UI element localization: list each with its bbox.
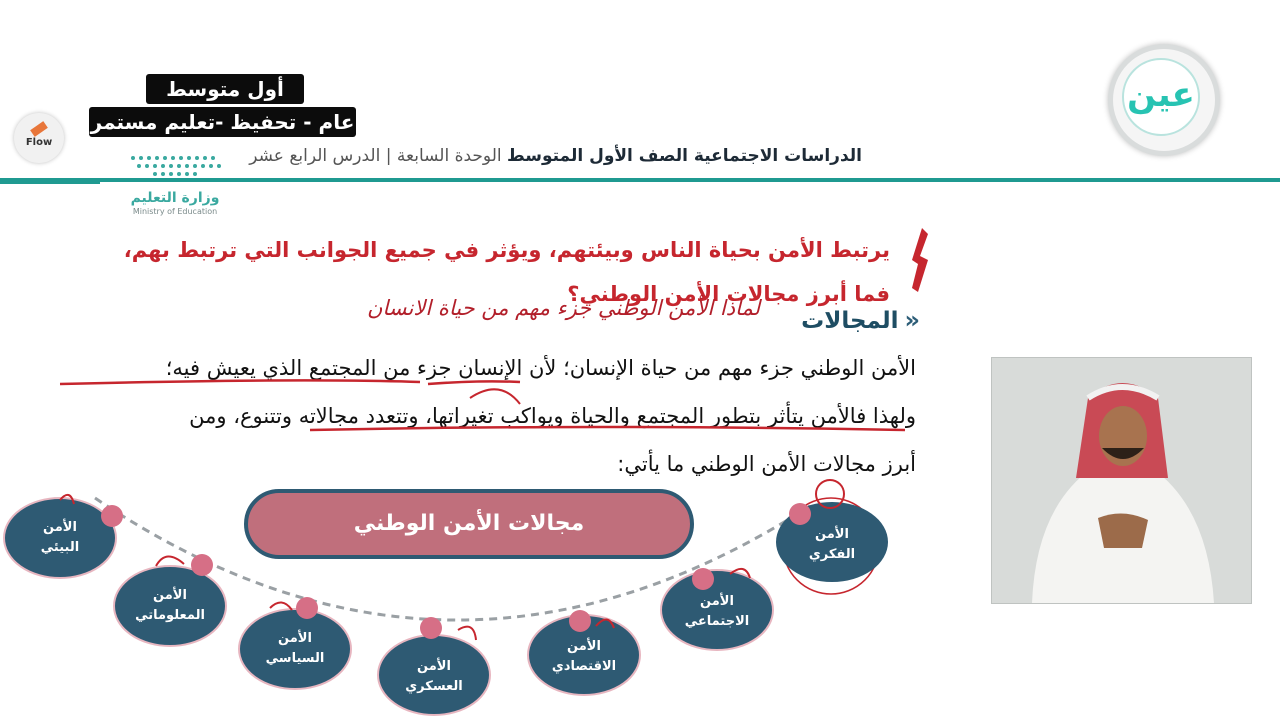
header-divider — [0, 178, 1280, 182]
section-heading-text: المجالات — [801, 308, 899, 334]
intro-line-1: يرتبط الأمن بحياة الناس وبيئتهم، ويؤثر في جميع الجوانب التي ترتبط بهم، — [123, 238, 890, 262]
header-separator: | — [385, 146, 392, 166]
node-label-line: الأمن — [815, 527, 849, 542]
node-label-line: البيئي — [40, 540, 80, 555]
node-label-line: الاجتماعي — [684, 614, 750, 629]
node-label-line: الأمن — [417, 659, 451, 674]
ministry-logo — [110, 152, 240, 224]
node-label-line: الأمن — [567, 639, 601, 654]
handwritten-underlines — [0, 344, 930, 444]
ain-logo-text: عين — [1122, 58, 1200, 136]
node-label-intellectual — [787, 525, 877, 565]
ain-logo — [1108, 44, 1220, 156]
presenter-figure — [992, 358, 1251, 603]
body-line-1: الأمن الوطني جزء مهم من حياة الإنسان؛ لأن الإنسان جزء من المجتمع الذي يعيش فيه؛ — [165, 356, 916, 380]
flow-button[interactable] — [14, 113, 64, 163]
domains-title-pill: مجالات الأمن الوطني — [244, 489, 694, 559]
ministry-arabic: وزارة التعليم — [130, 190, 220, 206]
intro-question: فما أبرز مجالات الأمن الوطني؟ — [567, 282, 890, 306]
lesson-header — [249, 146, 862, 172]
node-label-line: الأمن — [43, 520, 77, 535]
node-label-line: العسكري — [405, 679, 463, 694]
node-label-environmental — [15, 518, 105, 558]
body-line-2: ولهذا فالأمن يتأثر بتطور المجتمع والحياة ويواكب تغيراتها، وتتعدد مجالاته وتتنوع، ومن — [189, 404, 916, 428]
section-heading — [760, 306, 920, 340]
quote-mark-icon — [908, 226, 932, 296]
grade-label: أول متوسط — [146, 74, 304, 104]
node-label-informational — [125, 586, 215, 626]
unit-title: الوحدة السابعة — [396, 146, 502, 166]
presenter-video[interactable] — [991, 357, 1252, 604]
double-chevron-icon: « — [904, 306, 920, 334]
node-label-line: الاقتصادي — [551, 659, 617, 674]
ministry-english: Ministry of Education — [132, 207, 218, 216]
node-label-economic — [539, 637, 629, 677]
lesson-title: الدرس الرابع عشر — [249, 146, 381, 166]
track-label: عام - تحفيظ -تعليم مستمر — [89, 107, 356, 137]
ministry-dots-icon — [125, 152, 225, 180]
node-label-political — [250, 629, 340, 669]
node-label-line: الأمن — [700, 594, 734, 609]
course-title: الدراسات الاجتماعية الصف الأول المتوسط — [507, 146, 862, 166]
node-label-line: الفكري — [808, 547, 856, 562]
node-label-line: المعلوماتي — [135, 608, 205, 623]
node-label-social — [672, 592, 762, 632]
flow-label: Flow — [25, 137, 53, 148]
node-label-line: الأمن — [153, 588, 187, 603]
node-label-military — [389, 657, 479, 697]
node-label-line: الأمن — [278, 631, 312, 646]
pen-icon — [30, 121, 48, 137]
node-label-line: السياسي — [265, 651, 325, 666]
handwritten-note: لماذا الأمن الوطني جزء مهم من حياة الانسان — [366, 296, 760, 320]
header-divider-accent — [0, 182, 100, 184]
body-line-3: أبرز مجالات الأمن الوطني ما يأتي: — [617, 452, 916, 476]
